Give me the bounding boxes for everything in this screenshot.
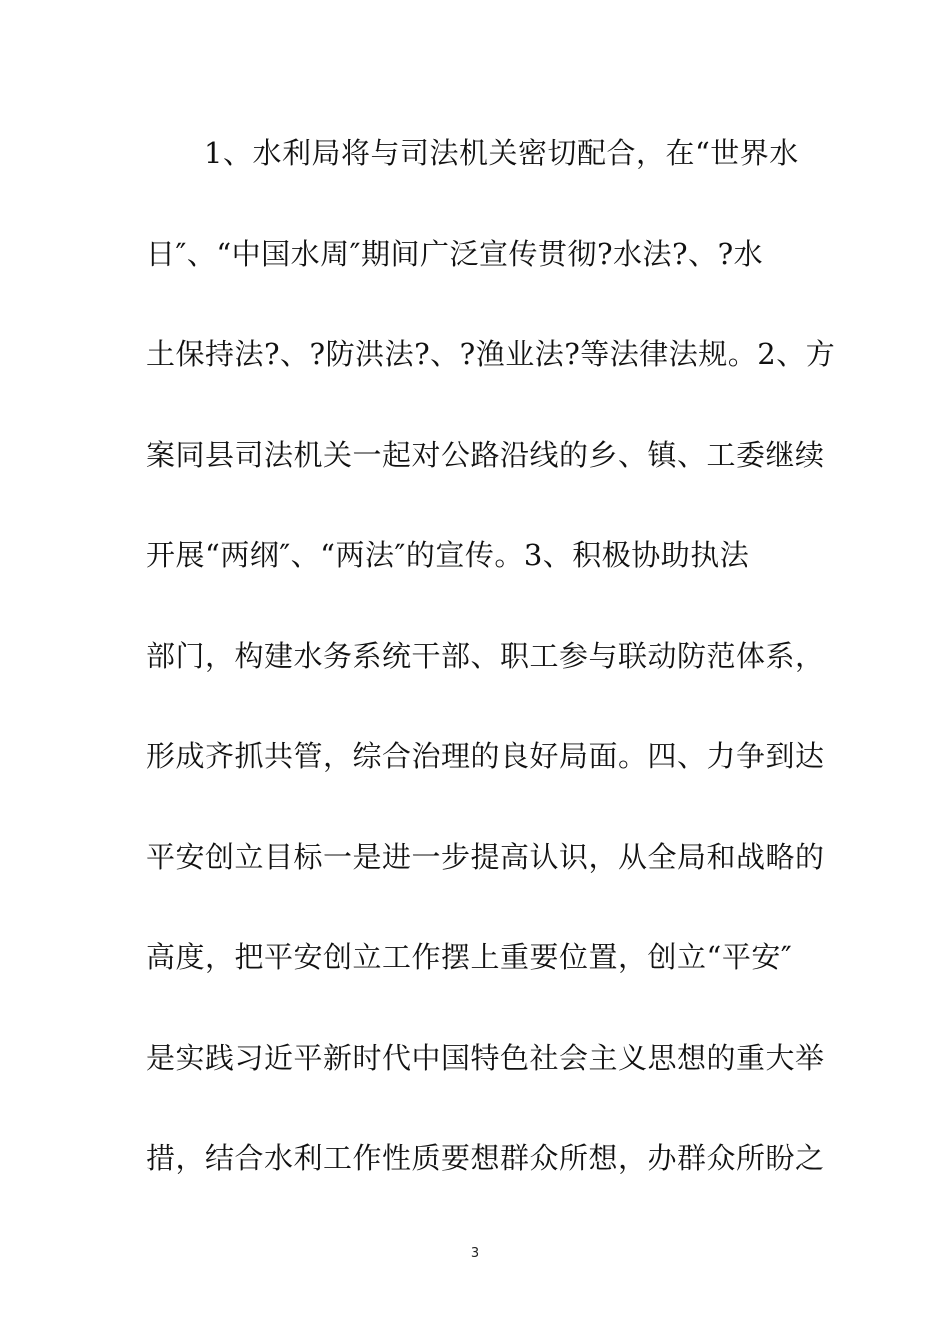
text-line-1: 1、水利局将与司法机关密切配合，在“世界水 [204, 136, 799, 170]
text-line-5: 开展“两纲″、“两法″的宣传。3、积极协助执法 [146, 538, 750, 572]
page-number: 3 [470, 1246, 480, 1261]
text-line-2: 日″、“中国水周″期间广泛宣传贯彻?水法?、?水 [146, 236, 764, 271]
text-line-3: 土保持法?、?防洪法?、?渔业法?等法律法规。2、方 [146, 337, 836, 371]
text-line-9: 高度，把平安创立工作摆上重要位置，创立“平安″ [146, 940, 793, 974]
body-text [146, 128, 836, 1234]
text-line-4: 案同县司法机关一起对公路沿线的乡、镇、工委继续 [146, 437, 825, 472]
text-line-7: 形成齐抓共管，综合治理的良好局面。四、力争到达 [146, 739, 825, 773]
text-line-11: 措，结合水利工作性质要想群众所想，办群众所盼之 [146, 1141, 825, 1175]
text-line-10: 是实践习近平新时代中国特色社会主义思想的重大举 [146, 1040, 825, 1075]
text-line-6: 部门，构建水务系统干部、职工参与联动防范体系， [146, 638, 825, 673]
text-line-8: 平安创立目标一是进一步提高认识，从全局和战略的 [146, 839, 825, 874]
